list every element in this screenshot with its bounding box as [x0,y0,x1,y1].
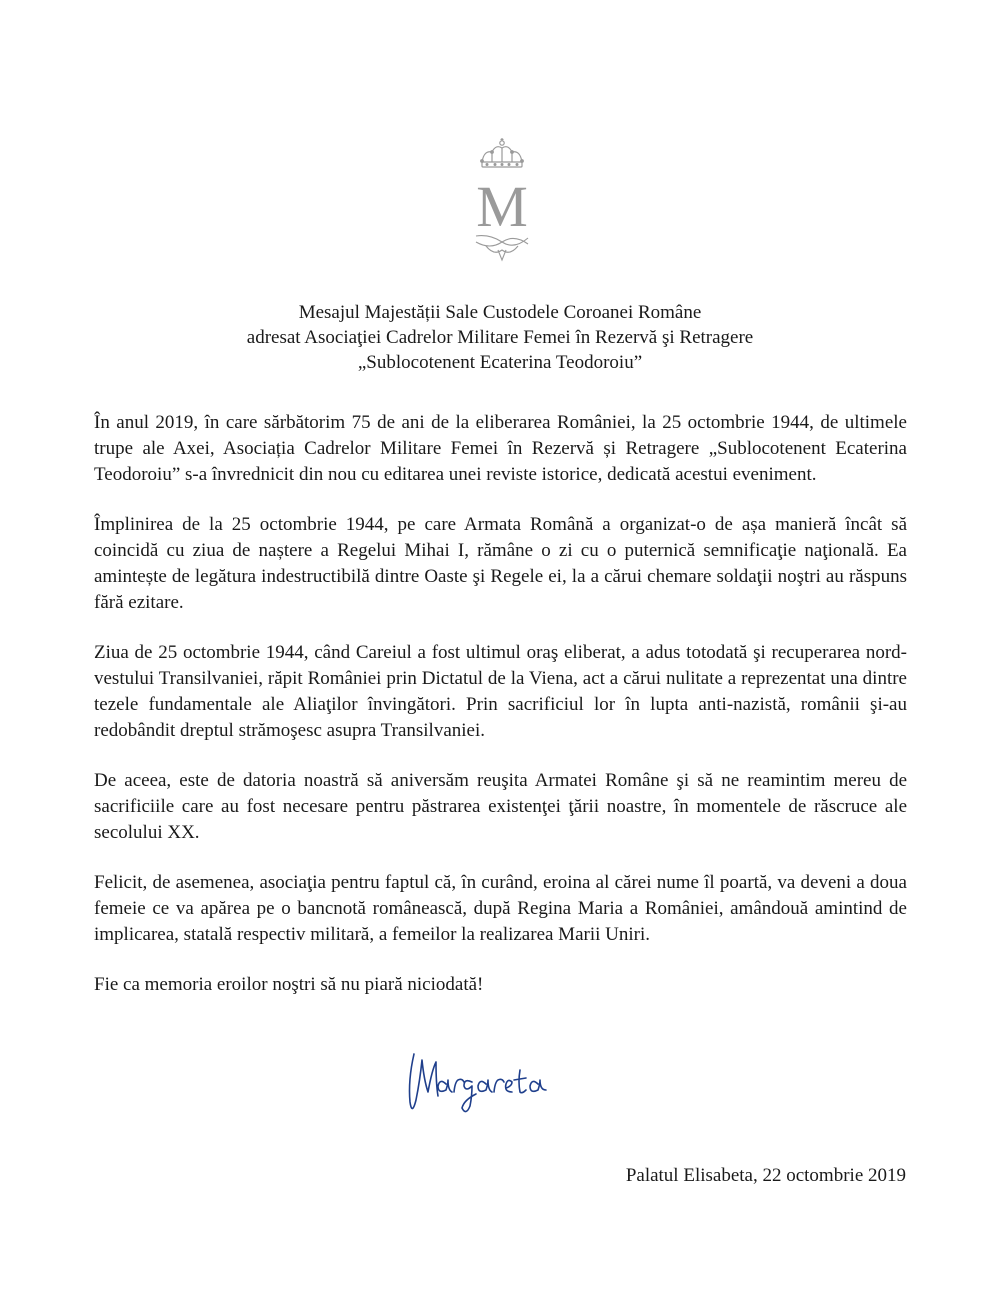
paragraph: În anul 2019, în care sărbătorim 75 de ani de la eliberarea României, la 25 octombrie 1944, de ultimele trupe ale Axei, Asociația Cadrelor Militare Femei în Rezervă și Retragere „Sublocotenent Ecaterina Teodoroiu” s-a învrednicit din nou cu editarea unei reviste istorice, dedicată acestui eveniment. [94,412,907,485]
paragraph: Felicit, de asemenea, asociaţia pentru faptul că, în curând, eroina al cărei nume îl poartă, va deveni a doua femeie ce va apărea pe o bancnotă românească, după Regina Maria a României, amândouă amintind de implicarea, statală respectiv militară, a femeilor la realizarea Marii Uniri. [94,872,907,945]
crown-icon [481,138,524,167]
paragraph: Împlinirea de la 25 octombrie 1944, pe care Armata Română a organizat-o de așa manieră încât să coincidă cu ziua de naștere a Regelui Mihai I, rămâne o zi cu o puternică semnificaţie naţională. Ea amintește de legătura indestructibilă dintre Oaste şi Regele ei, la a cărui chemare soldaţii noştri au răspuns fără ezitare. [94,514,907,613]
closing-line: Fie ca memoria eroilor noştri să nu piară niciodată! [94,974,484,995]
signature-image [400,1040,560,1120]
letter-heading [100,300,900,375]
letter-body [94,410,907,1022]
monogram-letter: M [476,174,528,239]
place-and-date: Palatul Elisabeta, 22 octombrie 2019 [625,1165,906,1186]
heading-line-3: „Sublocotenent Ecaterina Teodoroiu” [357,352,643,373]
heading-line-2: adresat Asociaţiei Cadrelor Militare Femei în Rezervă şi Retragere [246,327,754,348]
heading-line-1: Mesajul Majestății Sale Custodele Coroanei Române [298,302,702,323]
flourish-icon [476,236,528,260]
paragraph: De aceea, este de datoria noastră să aniversăm reuşita Armatei Române şi să ne reamintim mereu de sacrificiile care au fost necesare pentru păstrarea existenţei ţării noastre, în momentele de răscruce ale secolului XX. [94,770,907,843]
paragraph: Ziua de 25 octombrie 1944, când Careiul a fost ultimul oraş eliberat, a adus totodată şi recuperarea nord-vestului Transilvaniei, răpit României prin Dictatul de la Viena, act a cărui nulitate a reprezentat una dintre tezele fundamentale ale Aliaţilor învingători. Prin sacrificiul lor în lupta anti-nazistă, românii şi-au redobândit dreptul strămoşesc asupra Transilvaniei. [94,642,907,741]
royal-monogram-icon [462,138,542,268]
